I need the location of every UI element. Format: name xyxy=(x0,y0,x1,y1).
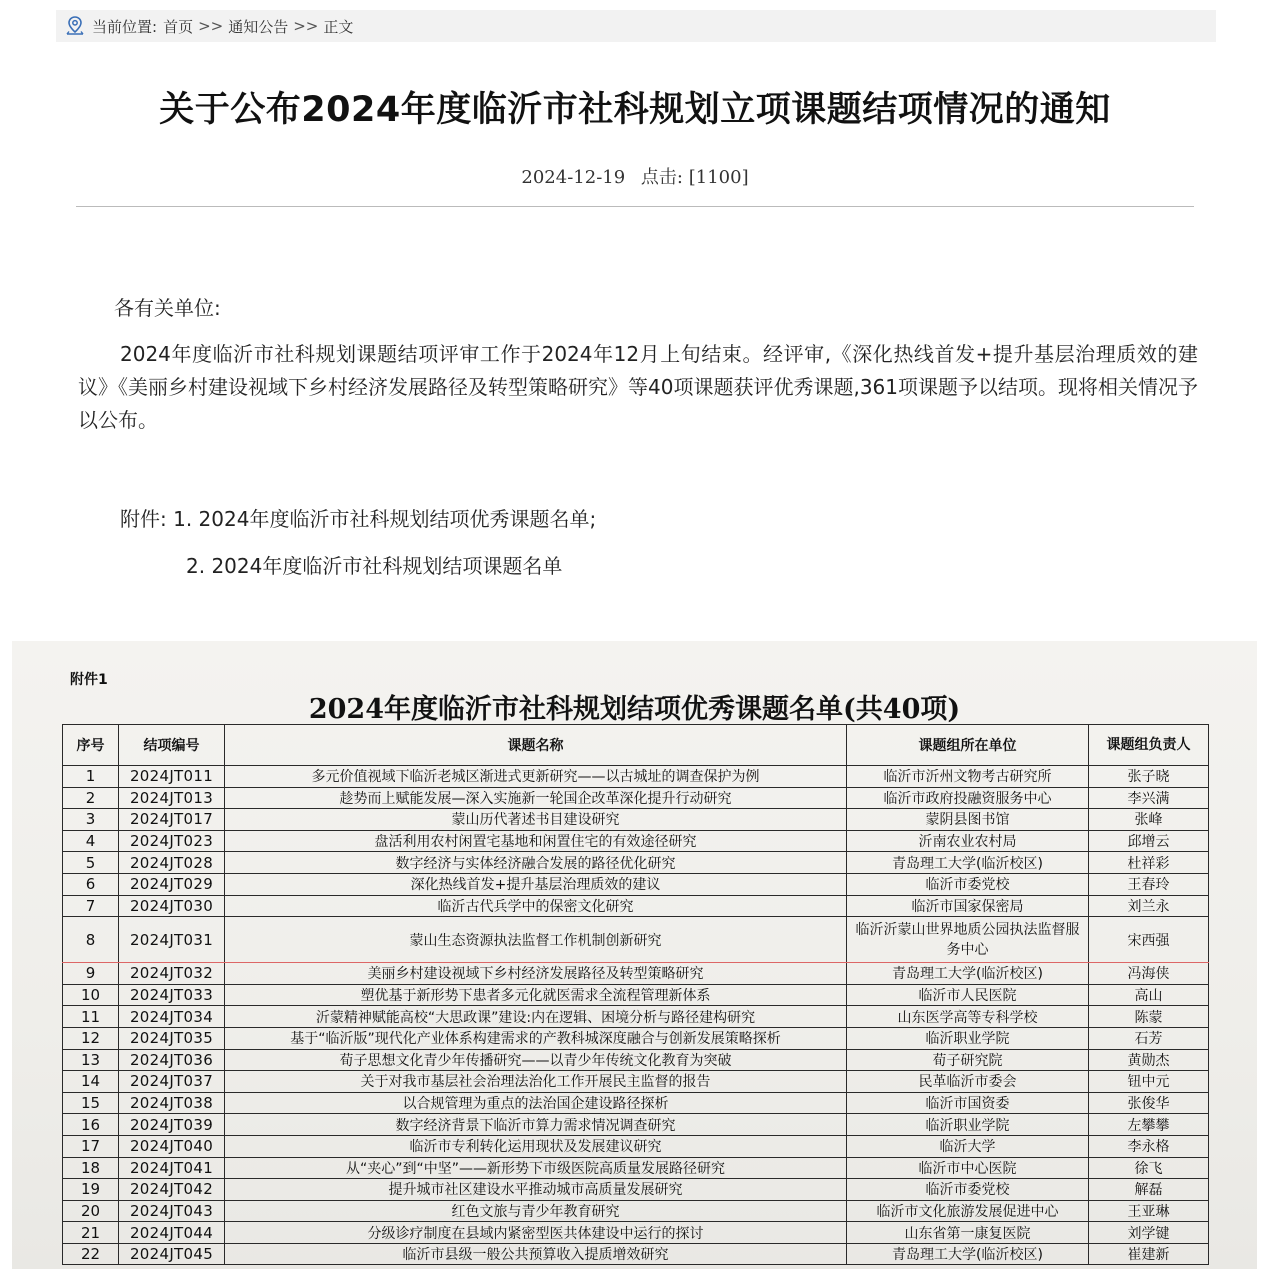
row-number: 14 xyxy=(63,1071,119,1093)
project-title: 趁势而上赋能发展—深入实施新一轮国企改革深化提升行动研究 xyxy=(225,787,847,809)
project-code: 2024JT037 xyxy=(119,1071,225,1093)
attachment-label: 附件: xyxy=(120,507,167,531)
project-title: 临沂古代兵学中的保密文化研究 xyxy=(225,895,847,917)
table-row xyxy=(63,1006,1209,1028)
project-lead: 张俊华 xyxy=(1089,1092,1209,1114)
project-lead: 王春玲 xyxy=(1089,873,1209,895)
project-lead: 邱增云 xyxy=(1089,830,1209,852)
project-title: 数字经济与实体经济融合发展的路径优化研究 xyxy=(225,852,847,874)
project-code: 2024JT031 xyxy=(119,917,225,963)
project-lead: 黄勋杰 xyxy=(1089,1049,1209,1071)
table-row xyxy=(63,1222,1209,1244)
body-paragraph: 2024年度临沂市社科规划课题结项评审工作于2024年12月上旬结束。经评审,《深化热线首发+提升基层治理质效的建议》《美丽乡村建设视域下乡村经济发展路径及转型策略研究》等40项课题获评优秀课题,361项课题予以结项。现将相关情况予以公布。 xyxy=(78,342,1198,432)
project-code: 2024JT040 xyxy=(119,1135,225,1157)
article-title: 关于公布2024年度临沂市社科规划立项课题结项情况的通知 xyxy=(159,90,1111,130)
attachment-line-1 xyxy=(120,503,1240,536)
projects-table xyxy=(62,724,1209,1265)
row-number: 21 xyxy=(63,1222,119,1244)
table-body xyxy=(63,766,1209,1265)
project-lead: 宋西强 xyxy=(1089,917,1209,963)
breadcrumb-link-home[interactable]: 首页 xyxy=(163,17,194,36)
row-number: 20 xyxy=(63,1200,119,1222)
project-unit: 山东省第一康复医院 xyxy=(847,1222,1089,1244)
document-title: 2024年度临沂市社科规划结项优秀课题名单(共40项) xyxy=(308,694,961,725)
row-number: 7 xyxy=(63,895,119,917)
click-count: [1100] xyxy=(688,167,749,188)
row-number: 18 xyxy=(63,1157,119,1179)
salutation: 各有关单位: xyxy=(114,296,221,320)
breadcrumb-separator: >> xyxy=(198,17,224,35)
project-title: 沂蒙精神赋能高校“大思政课”建设:内在逻辑、困境分析与路径建构研究 xyxy=(225,1006,847,1028)
project-code: 2024JT030 xyxy=(119,895,225,917)
project-title: 基于“临沂版”现代化产业体系构建需求的产教科城深度融合与创新发展策略探析 xyxy=(225,1027,847,1049)
row-number: 19 xyxy=(63,1179,119,1201)
project-unit: 临沂职业学院 xyxy=(847,1114,1089,1136)
row-number: 5 xyxy=(63,852,119,874)
project-unit: 临沂市文化旅游发展促进中心 xyxy=(847,1200,1089,1222)
breadcrumb-link-notices[interactable]: 通知公告 xyxy=(228,17,289,36)
breadcrumb-prefix: 当前位置: xyxy=(92,17,158,36)
project-title: 塑优基于新形势下患者多元化就医需求全流程管理新体系 xyxy=(225,984,847,1006)
attachment-1: 1. 2024年度临沂市社科规划结项优秀课题名单; xyxy=(173,507,597,531)
project-unit: 山东医学高等专科学校 xyxy=(847,1006,1089,1028)
project-unit: 青岛理工大学(临沂校区) xyxy=(847,852,1089,874)
project-title: 提升城市社区建设水平推动城市高质量发展研究 xyxy=(225,1179,847,1201)
project-title: 蒙山历代著述书目建设研究 xyxy=(225,809,847,831)
row-number: 3 xyxy=(63,809,119,831)
project-title: 多元价值视域下临沂老城区渐进式更新研究——以古城址的调查保护为例 xyxy=(225,766,847,788)
title-divider xyxy=(76,206,1194,207)
row-number: 10 xyxy=(63,984,119,1006)
project-unit: 民革临沂市委会 xyxy=(847,1071,1089,1093)
project-unit: 青岛理工大学(临沂校区) xyxy=(847,1243,1089,1265)
project-unit: 临沂市中心医院 xyxy=(847,1157,1089,1179)
project-lead: 李兴满 xyxy=(1089,787,1209,809)
project-code: 2024JT039 xyxy=(119,1114,225,1136)
location-pin-icon xyxy=(64,15,86,37)
publish-date: 2024-12-19 xyxy=(521,167,626,188)
row-number: 2 xyxy=(63,787,119,809)
project-lead: 李永格 xyxy=(1089,1135,1209,1157)
project-unit: 临沂市委党校 xyxy=(847,873,1089,895)
table-header-row xyxy=(63,725,1209,766)
project-unit: 临沂市委党校 xyxy=(847,1179,1089,1201)
project-lead: 解磊 xyxy=(1089,1179,1209,1201)
table-row xyxy=(63,1092,1209,1114)
project-lead: 高山 xyxy=(1089,984,1209,1006)
row-number: 13 xyxy=(63,1049,119,1071)
project-unit: 蒙阴县图书馆 xyxy=(847,809,1089,831)
project-code: 2024JT013 xyxy=(119,787,225,809)
project-unit: 临沂市国家保密局 xyxy=(847,895,1089,917)
table-row xyxy=(63,895,1209,917)
project-code: 2024JT017 xyxy=(119,809,225,831)
table-row xyxy=(63,873,1209,895)
project-unit: 临沂职业学院 xyxy=(847,1027,1089,1049)
project-code: 2024JT033 xyxy=(119,984,225,1006)
project-lead: 王亚琳 xyxy=(1089,1200,1209,1222)
project-code: 2024JT044 xyxy=(119,1222,225,1244)
table-row xyxy=(63,809,1209,831)
attachment-photo xyxy=(12,641,1257,1269)
project-unit: 临沂大学 xyxy=(847,1135,1089,1157)
project-unit: 沂南农业农村局 xyxy=(847,830,1089,852)
table-row xyxy=(63,830,1209,852)
project-lead: 石芳 xyxy=(1089,1027,1209,1049)
table-row xyxy=(63,1049,1209,1071)
table-row xyxy=(63,1157,1209,1179)
breadcrumb xyxy=(56,10,1216,42)
project-lead: 钮中元 xyxy=(1089,1071,1209,1093)
project-code: 2024JT023 xyxy=(119,830,225,852)
attachment-2: 2. 2024年度临沂市社科规划结项课题名单 xyxy=(186,554,563,578)
column-header: 课题名称 xyxy=(225,725,847,766)
project-lead: 陈蒙 xyxy=(1089,1006,1209,1028)
project-code: 2024JT042 xyxy=(119,1179,225,1201)
project-code: 2024JT035 xyxy=(119,1027,225,1049)
row-number: 22 xyxy=(63,1243,119,1265)
project-code: 2024JT043 xyxy=(119,1200,225,1222)
project-title: 数字经济背景下临沂市算力需求情况调查研究 xyxy=(225,1114,847,1136)
table-row xyxy=(63,1071,1209,1093)
row-number: 11 xyxy=(63,1006,119,1028)
table-row xyxy=(63,1114,1209,1136)
project-title: 荀子思想文化青少年传播研究——以青少年传统文化教育为突破 xyxy=(225,1049,847,1071)
table-row xyxy=(63,1027,1209,1049)
project-lead: 左攀攀 xyxy=(1089,1114,1209,1136)
project-unit: 临沂市政府投融资服务中心 xyxy=(847,787,1089,809)
project-title: 美丽乡村建设视域下乡村经济发展路径及转型策略研究 xyxy=(225,963,847,985)
project-lead: 冯海侠 xyxy=(1089,963,1209,985)
project-title: 关于对我市基层社会治理法治化工作开展民主监督的报告 xyxy=(225,1071,847,1093)
row-number: 9 xyxy=(63,963,119,985)
project-code: 2024JT028 xyxy=(119,852,225,874)
project-title: 从“夹心”到“中坚”——新形势下市级医院高质量发展路径研究 xyxy=(225,1157,847,1179)
row-number: 6 xyxy=(63,873,119,895)
project-code: 2024JT036 xyxy=(119,1049,225,1071)
row-number: 1 xyxy=(63,766,119,788)
row-number: 8 xyxy=(63,917,119,963)
project-unit: 临沂市国资委 xyxy=(847,1092,1089,1114)
project-code: 2024JT029 xyxy=(119,873,225,895)
row-number: 4 xyxy=(63,830,119,852)
column-header: 课题组所在单位 xyxy=(847,725,1089,766)
project-unit: 临沂沂蒙山世界地质公园执法监督服务中心 xyxy=(847,917,1089,963)
breadcrumb-separator: >> xyxy=(293,17,319,35)
row-number: 16 xyxy=(63,1114,119,1136)
project-title: 以合规管理为重点的法治国企建设路径探析 xyxy=(225,1092,847,1114)
project-unit: 青岛理工大学(临沂校区) xyxy=(847,963,1089,985)
table-row xyxy=(63,1200,1209,1222)
project-lead: 刘学键 xyxy=(1089,1222,1209,1244)
project-unit: 临沂市沂州文物考古研究所 xyxy=(847,766,1089,788)
project-title: 盘活利用农村闲置宅基地和闲置住宅的有效途径研究 xyxy=(225,830,847,852)
row-number: 17 xyxy=(63,1135,119,1157)
column-header: 序号 xyxy=(63,725,119,766)
project-lead: 杜祥彩 xyxy=(1089,852,1209,874)
column-header: 结项编号 xyxy=(119,725,225,766)
project-code: 2024JT045 xyxy=(119,1243,225,1265)
project-lead: 张子晓 xyxy=(1089,766,1209,788)
project-unit: 临沂市人民医院 xyxy=(847,984,1089,1006)
row-number: 12 xyxy=(63,1027,119,1049)
clicks-label: 点击: xyxy=(640,167,683,188)
attachment-tag: 附件1 xyxy=(70,672,108,688)
table-row xyxy=(63,787,1209,809)
project-lead: 张峰 xyxy=(1089,809,1209,831)
project-code: 2024JT038 xyxy=(119,1092,225,1114)
column-header: 课题组负责人 xyxy=(1089,725,1209,766)
table-row xyxy=(63,1135,1209,1157)
article-meta xyxy=(60,163,1210,189)
project-unit: 荀子研究院 xyxy=(847,1049,1089,1071)
project-title: 深化热线首发+提升基层治理质效的建议 xyxy=(225,873,847,895)
table-row xyxy=(63,963,1209,985)
project-title: 临沂市县级一般公共预算收入提质增效研究 xyxy=(225,1243,847,1265)
row-number: 15 xyxy=(63,1092,119,1114)
table-row xyxy=(63,852,1209,874)
project-title: 分级诊疗制度在县域内紧密型医共体建设中运行的探讨 xyxy=(225,1222,847,1244)
project-lead: 徐飞 xyxy=(1089,1157,1209,1179)
project-title: 蒙山生态资源执法监督工作机制创新研究 xyxy=(225,917,847,963)
breadcrumb-current: 正文 xyxy=(323,17,354,36)
table-row xyxy=(63,984,1209,1006)
project-title: 红色文旅与青少年教育研究 xyxy=(225,1200,847,1222)
project-lead: 崔建新 xyxy=(1089,1243,1209,1265)
project-code: 2024JT034 xyxy=(119,1006,225,1028)
project-code: 2024JT032 xyxy=(119,963,225,985)
table-row xyxy=(63,1179,1209,1201)
table-row xyxy=(63,766,1209,788)
table-row xyxy=(63,1243,1209,1265)
project-lead: 刘兰永 xyxy=(1089,895,1209,917)
table-row xyxy=(63,917,1209,963)
project-title: 临沂市专利转化运用现状及发展建议研究 xyxy=(225,1135,847,1157)
project-code: 2024JT011 xyxy=(119,766,225,788)
project-code: 2024JT041 xyxy=(119,1157,225,1179)
